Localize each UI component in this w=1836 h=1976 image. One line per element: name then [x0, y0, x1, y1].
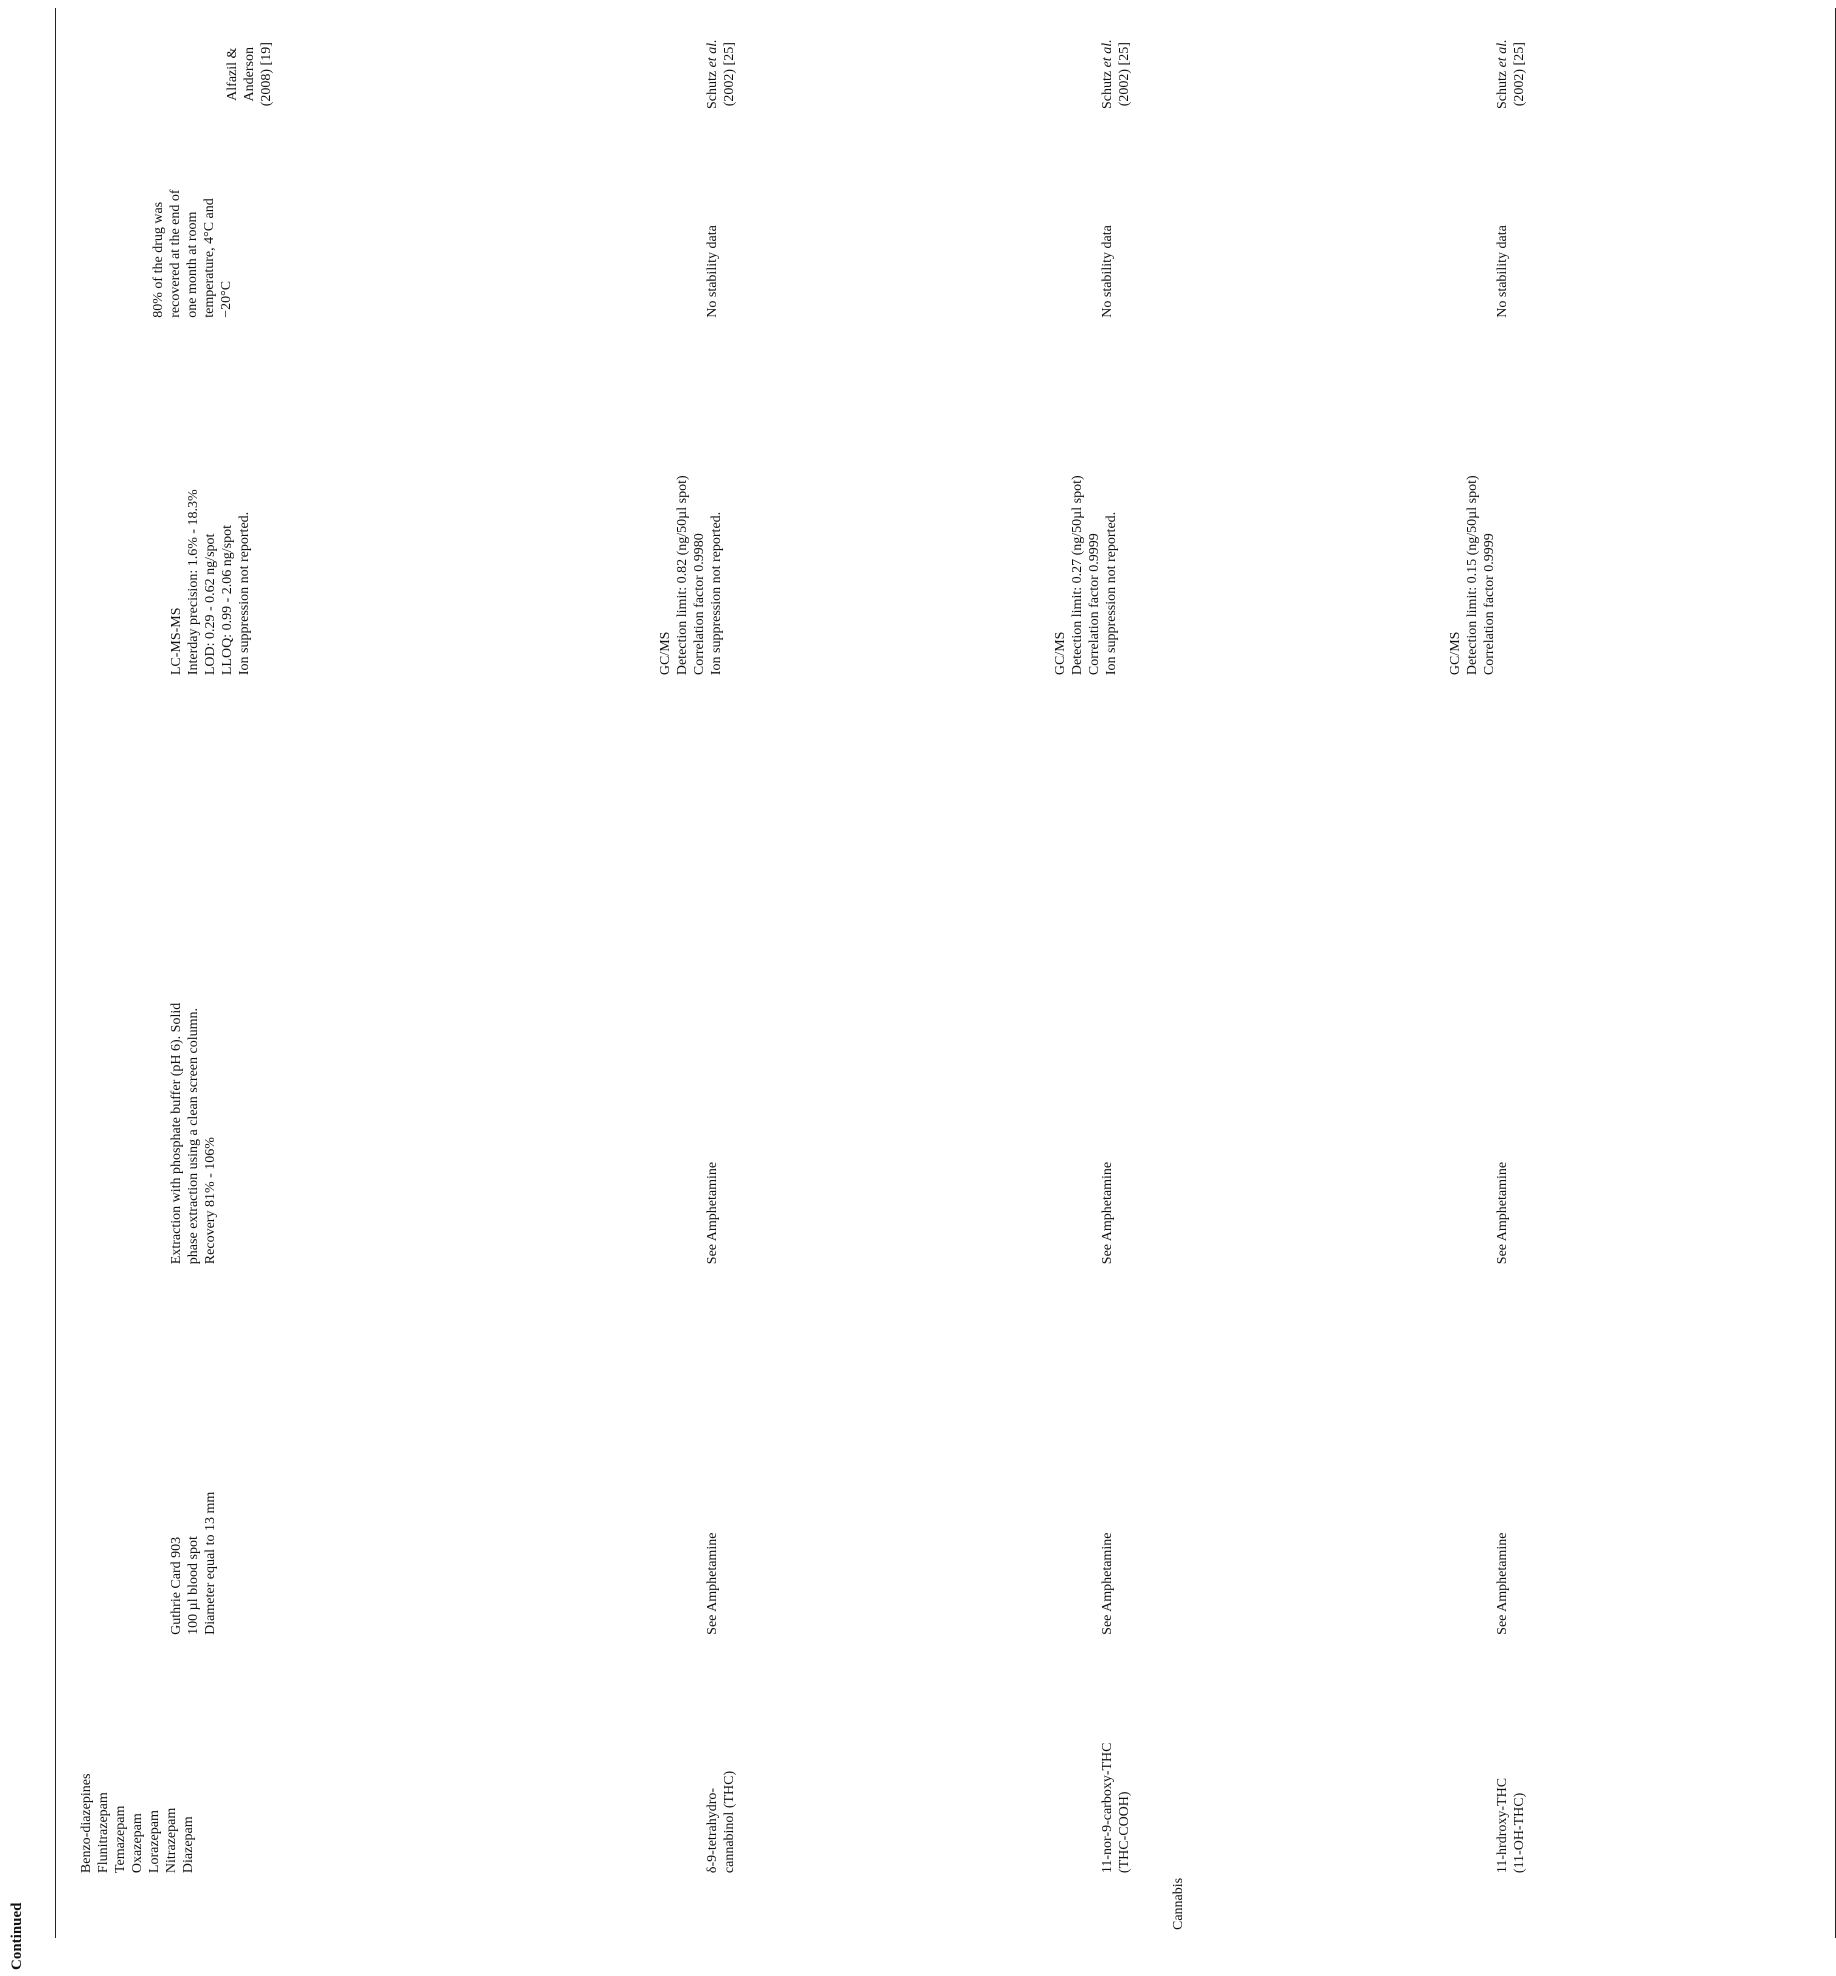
cell-analysis: [645, 326, 1040, 683]
reference-author-name: Schutz: [705, 70, 720, 110]
rotated-table-container: [47, 8, 1528, 1938]
reference-line: (2002) [25]: [1117, 42, 1133, 107]
extraction-line: See Amphetamine: [705, 1161, 720, 1265]
analysis-line: Correlation factor 0.9999: [1087, 533, 1103, 676]
drug-line: (11-OH-THC): [1512, 1792, 1528, 1874]
cell-stability: [55, 140, 645, 325]
reference-line: Anderson: [241, 47, 257, 102]
analysis-line: Correlation factor 0.9980: [692, 533, 708, 676]
analysis-line: GC/MS: [658, 631, 673, 676]
analysis-line: Ion suppression not reported.: [1104, 511, 1120, 676]
cell-analysis: [1040, 326, 1435, 683]
cell-drug: [1435, 1643, 1835, 1881]
reference-et-al: et al.: [1495, 39, 1510, 68]
drug-line: δ-9-tetrahydro-: [705, 1787, 720, 1874]
drug-line: Oxazepam: [129, 1813, 145, 1874]
cell-sampling: [1040, 1272, 1435, 1643]
cell-sampling: [1435, 1272, 1835, 1643]
analysis-line: LC-MS-MS: [168, 607, 184, 676]
analysis-line: Detection limit: 0.82 (ng/50µl spot): [675, 475, 691, 676]
analysis-line: LOD: 0.29 - 0.62 ng/spot: [202, 533, 218, 676]
reference-author: [704, 16, 721, 132]
sampling-line: Guthrie Card 903: [168, 1536, 184, 1635]
analysis-line: GC/MS: [1448, 631, 1463, 676]
sampling-line: See Amphetamine: [705, 1532, 720, 1635]
reference-author-name: Alfazil &: [224, 47, 240, 101]
analysis-line: GC/MS: [1053, 631, 1068, 676]
drug-line: cannabinol (THC): [722, 1770, 738, 1874]
reference-et-al: et al.: [1100, 39, 1115, 68]
reference-author: [224, 16, 241, 132]
sampling-line: See Amphetamine: [1495, 1532, 1510, 1635]
sampling-line: Diameter equal to 13 mm: [202, 1491, 218, 1635]
cell-drug: [645, 1643, 1040, 1881]
drug-line: (THC-COOH): [1117, 1791, 1133, 1874]
extraction-line: Extraction with phosphate buffer (pH 6). Solid: [168, 1002, 184, 1265]
cell-class: [645, 1881, 1040, 1938]
data-table: [47, 8, 1836, 1938]
drug-line: Lorazepam: [146, 1810, 162, 1874]
cell-analysis: [55, 326, 645, 683]
stability-line: recovered at the end of: [167, 189, 183, 318]
analysis-line: Detection limit: 0.27 (ng/50µl spot): [1070, 475, 1086, 676]
cell-class: [1435, 1881, 1835, 1938]
cell-ref: [645, 8, 1040, 140]
table-row: [1040, 8, 1435, 1938]
sampling-line: 100 µl blood spot: [185, 1536, 201, 1635]
cell-sampling: [55, 1272, 645, 1643]
cell-extraction: [645, 683, 1040, 1272]
drug-class-label: Cannabis: [1171, 1877, 1186, 1930]
analysis-line: Detection limit: 0.15 (ng/50µl spot): [1465, 475, 1481, 676]
extraction-line: See Amphetamine: [1100, 1161, 1115, 1265]
stability-line: one month at room: [184, 211, 200, 318]
cell-analysis: [1435, 326, 1835, 683]
reference-et-al: et al.: [705, 39, 720, 68]
stability-line: 80% of the drug was: [150, 201, 166, 318]
drug-line: Nitrazepam: [163, 1807, 179, 1874]
table-row: [1435, 8, 1835, 1938]
reference-author: [1494, 16, 1511, 132]
cell-drug: [1040, 1643, 1435, 1881]
drug-line: 11-hrdroxy-THC: [1495, 1777, 1510, 1874]
reference-line: (2002) [25]: [722, 42, 738, 107]
table-top-rule: [47, 8, 55, 1938]
cell-drug: [55, 1643, 645, 1881]
drug-line: Benzo-diazepines: [78, 1773, 94, 1874]
reference-line: (2008) [19]: [258, 42, 274, 107]
cell-sampling: [645, 1272, 1040, 1643]
cell-extraction: [1040, 683, 1435, 1272]
continued-label-container: [0, 0, 40, 1976]
cell-stability: [1435, 140, 1835, 325]
continued-label: Continued: [9, 1902, 25, 1970]
extraction-line: Recovery 81% - 106%: [202, 1137, 218, 1265]
extraction-line: phase extraction using a clean screen column.: [185, 1008, 201, 1265]
reference-author-name: Schutz: [1100, 70, 1115, 110]
stability-line: No stability data: [705, 225, 720, 318]
analysis-line: LLOQ: 0.99 - 2.06 ng/spot: [219, 525, 235, 676]
stability-line: temperature, 4°C and: [201, 198, 217, 318]
reference-line: (2002) [25]: [1512, 42, 1528, 107]
drug-line: 11-nor-9-carboxy-THC: [1100, 1742, 1115, 1874]
cell-ref: [1435, 8, 1835, 140]
cell-extraction: [55, 683, 645, 1272]
reference-author-name: Schutz: [1495, 70, 1510, 110]
drug-line: Diazepam: [180, 1816, 196, 1874]
cell-class: [1040, 1877, 1435, 1938]
cell-stability: [1040, 140, 1435, 325]
sampling-line: See Amphetamine: [1100, 1532, 1115, 1635]
stability-line: −20°C: [218, 280, 234, 318]
drug-line: Temazepam: [112, 1805, 128, 1874]
drug-line: Flunitrazepam: [95, 1792, 111, 1874]
cell-ref: [1040, 8, 1435, 140]
reference-author: [1099, 16, 1116, 132]
analysis-line: Ion suppression not reported.: [709, 511, 725, 676]
cell-stability: [645, 140, 1040, 325]
table-body: [55, 8, 1835, 1938]
stability-line: No stability data: [1495, 225, 1510, 318]
cell-ref: [55, 8, 645, 140]
cell-class: [55, 1881, 645, 1938]
cell-extraction: [1435, 683, 1835, 1272]
analysis-line: Ion suppression not reported.: [236, 511, 252, 676]
table-row: [645, 8, 1040, 1938]
analysis-line: Interday precision: 1.6% - 18.3%: [185, 489, 201, 676]
stability-line: No stability data: [1100, 225, 1115, 318]
analysis-line: Correlation factor 0.9999: [1482, 533, 1498, 676]
table-row: [55, 8, 645, 1938]
extraction-line: See Amphetamine: [1495, 1161, 1510, 1265]
